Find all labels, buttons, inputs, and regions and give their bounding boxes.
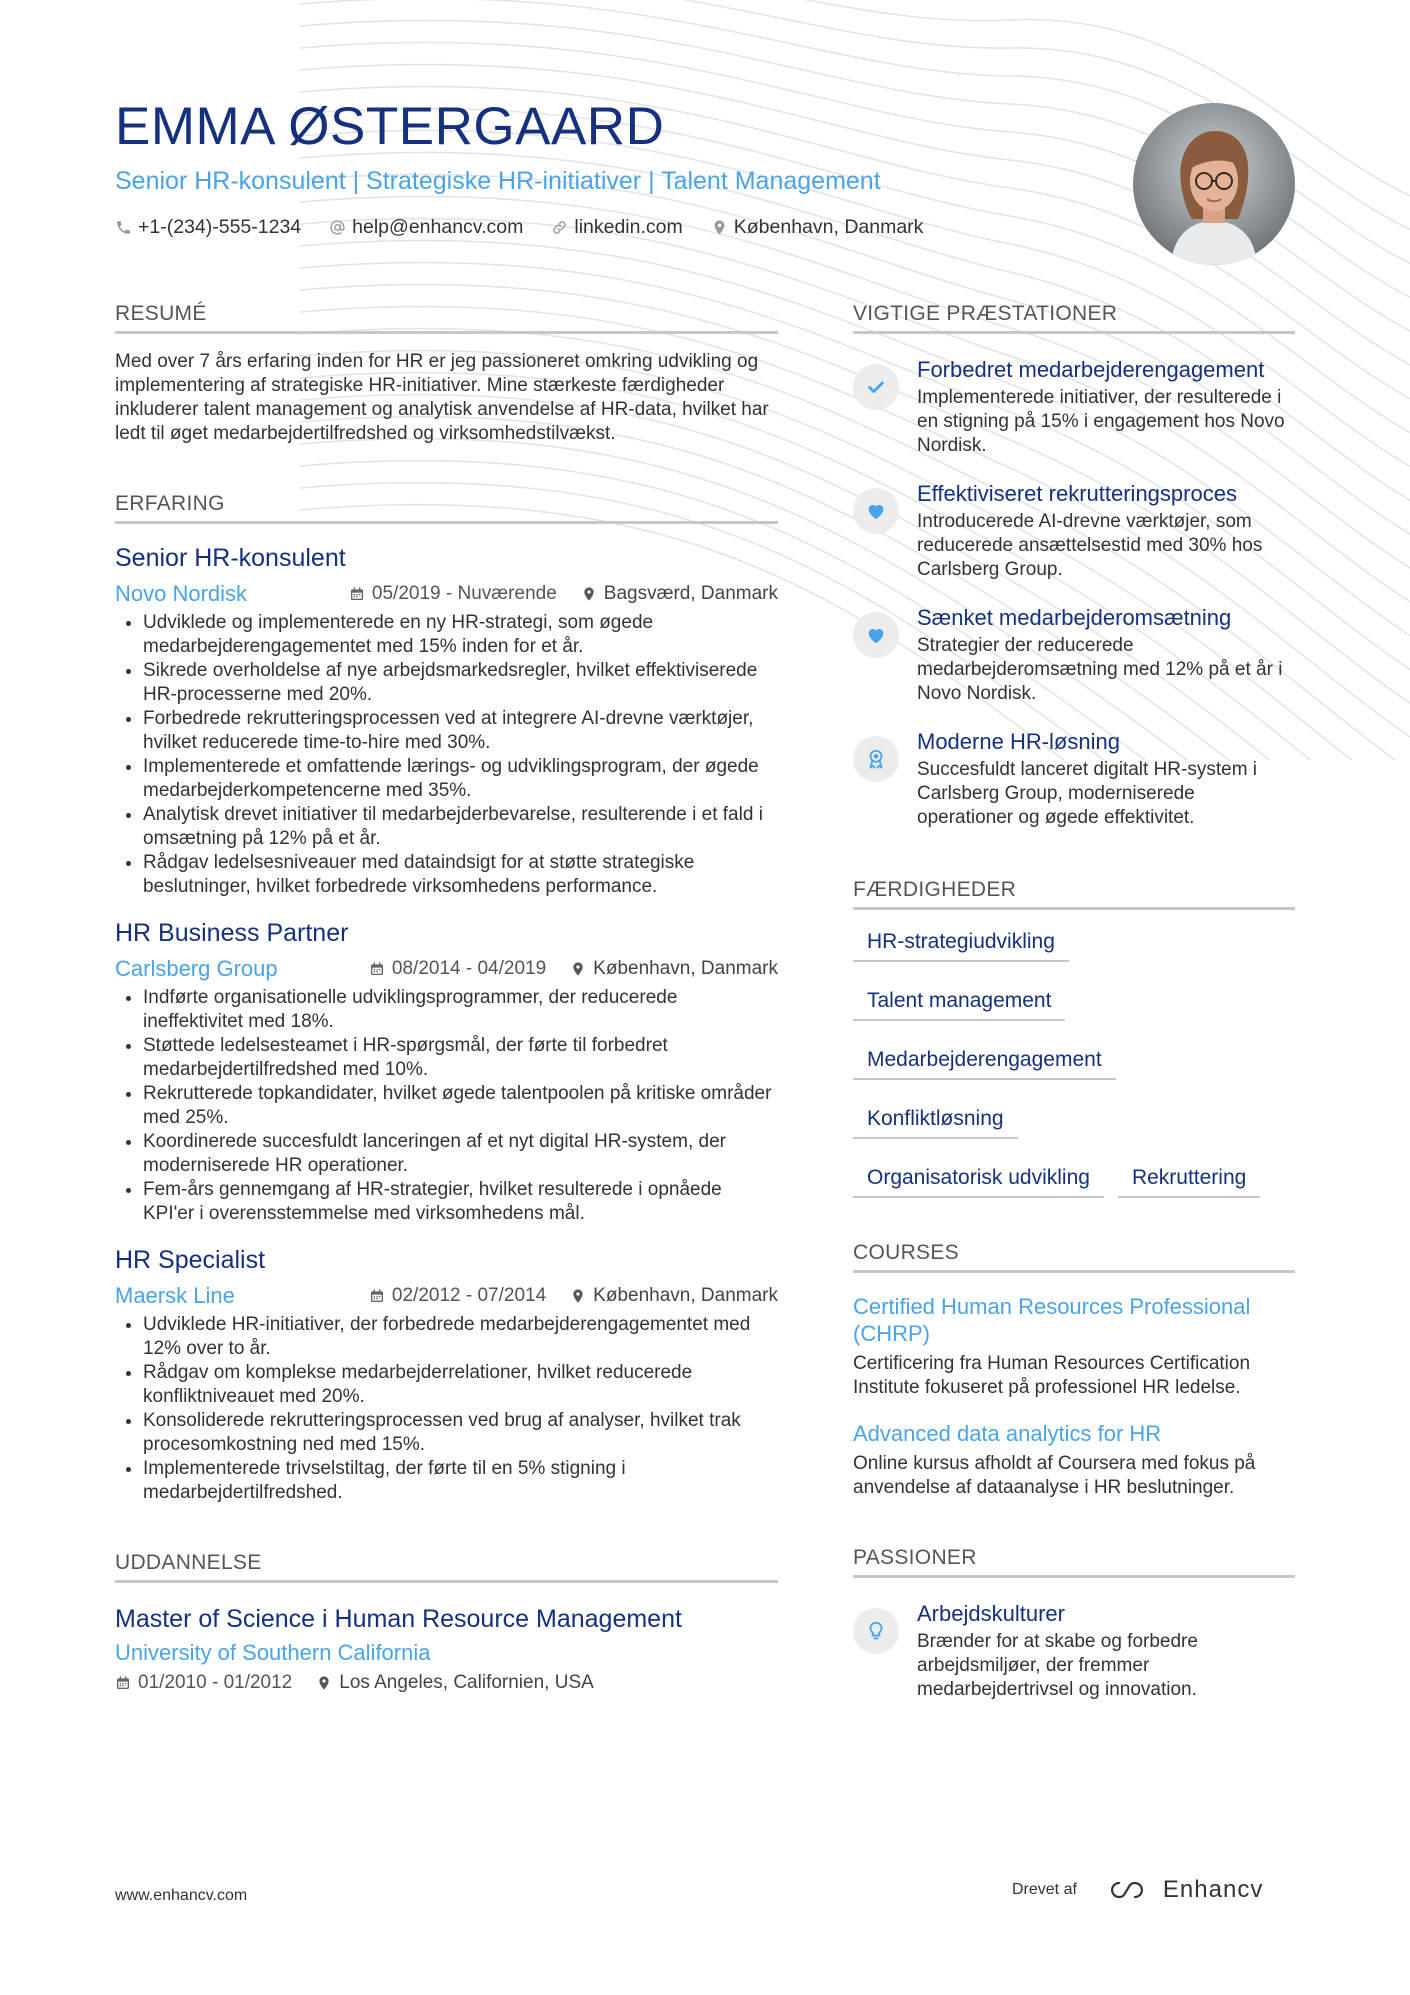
company-name: Novo Nordisk — [115, 581, 248, 606]
brand-name: Enhancv — [1162, 1876, 1264, 1903]
bullet: • Udviklede og implementerede en ny HR-strategi, som øgede medarbejderengagementet med 15% inden for et år. — [143, 611, 778, 659]
calendar-icon — [369, 961, 385, 977]
course-title: Advanced data analytics for HR — [853, 1421, 1162, 1446]
skill-tag: Rekruttering — [1118, 1158, 1260, 1198]
location-pin-icon — [581, 586, 597, 602]
check-icon — [865, 376, 887, 398]
bullet: • Udviklede HR-initiativer, der forbedrede medarbejderengagementet med 12% over to år. — [143, 1313, 778, 1361]
job-dates: 05/2019 - Nuværende — [349, 583, 557, 605]
summary-text: Med over 7 års erfaring inden for HR er jeg passioneret omkring udvikling og implementering af strategiske HR-initiativer. Mine stærkeste færdigheder inkluderer talent management og analytisk anvendelse af HR-data, hvilket har ledt til øget medarbejdertilfredshed og virksomhedstilvækst. — [115, 351, 769, 444]
passions-heading: PASSIONER — [853, 1546, 1295, 1578]
achievement-desc: Succesfuldt lanceret digitalt HR-system i Carlsberg Group, moderniserede operationer og øgede effektivitet. — [917, 759, 1258, 828]
footer-website[interactable]: www.enhancv.com — [115, 1887, 248, 1904]
profile-photo — [1133, 103, 1295, 265]
achievements-section — [853, 302, 1295, 830]
skills-heading: FÆRDIGHEDER — [853, 878, 1295, 910]
achievement-desc: Strategier der reducerede medarbejderomsætning med 12% på et år i Novo Nordisk. — [917, 635, 1283, 704]
bullet: • Analytisk drevet initiativer til medarbejderbevarelse, resulterende i et fald i omsætning på 12% på et år. — [143, 803, 778, 851]
job-meta — [115, 1283, 778, 1309]
bullet: • Støttede ledelsesteamet i HR-spørgsmål, der førte til forbedret medarbejdertilfredshed med 10%. — [143, 1034, 778, 1082]
calendar-icon — [369, 1288, 385, 1304]
education-location: Los Angeles, Californien, USA — [316, 1672, 594, 1694]
bullet: • Indførte organisationelle udviklingsprogrammer, der reducerede ineffektivitet med 18%. — [143, 986, 778, 1034]
bullet: • Rådgav om komplekse medarbejderrelationer, hvilket reducerede konfliktniveauet med 20%. — [143, 1361, 778, 1409]
skills-list — [853, 922, 1295, 1217]
job-meta — [115, 581, 778, 607]
course-item — [853, 1293, 1295, 1400]
job-dates: 02/2012 - 07/2014 — [369, 1285, 546, 1307]
job-dates: 08/2014 - 04/2019 — [369, 958, 546, 980]
experience-section — [115, 492, 778, 1505]
contact-linkedin[interactable] — [551, 216, 682, 239]
bullet: • Fem-års gennemgang af HR-strategier, hvilket resulterede i opnåede KPI'er i overensstemmelse med virksomhedens mål. — [143, 1178, 778, 1226]
linkedin-text: linkedin.com — [574, 216, 683, 238]
resume-header — [115, 97, 1015, 239]
school-name: University of Southern California — [115, 1640, 431, 1665]
achievement-desc: Introducerede AI-drevne værktøjer, som reducerede ansættelsestid med 30% hos Carlsberg Group. — [917, 511, 1263, 580]
location-pin-icon — [711, 219, 728, 236]
job-entry — [115, 919, 778, 1226]
passion-item — [853, 1600, 1295, 1702]
contact-location — [711, 216, 924, 239]
skills-section — [853, 878, 1295, 1217]
job-location: Bagsværd, Danmark — [581, 583, 778, 605]
passions-section — [853, 1546, 1295, 1702]
achievement-title: Moderne HR-løsning — [917, 729, 1120, 754]
course-desc: Online kursus afholdt af Coursera med fokus på anvendelse af dataanalyse i HR beslutninger. — [853, 1453, 1256, 1498]
infinity-logo-icon — [1107, 1878, 1153, 1902]
email-text: help@enhancv.com — [352, 216, 524, 238]
link-icon — [551, 219, 568, 236]
bullet: • Konsoliderede rekrutteringsprocessen ved brug af analyser, hvilket trak procesomkostning ned med 15%. — [143, 1409, 778, 1457]
lightbulb-icon — [865, 1620, 887, 1642]
bullet: • Forbedrede rekrutteringsprocessen ved at integrere AI-drevne værktøjer, hvilket reducerede time-to-hire med 30%. — [143, 707, 778, 755]
at-icon — [329, 219, 346, 236]
education-dates: 01/2010 - 01/2012 — [115, 1672, 292, 1694]
heart-icon — [865, 500, 887, 522]
job-bullets — [115, 986, 778, 1226]
location-pin-icon — [570, 1288, 586, 1304]
skill-tag: Medarbejderengagement — [853, 1040, 1116, 1080]
achievement-item — [853, 604, 1295, 706]
experience-heading: ERFARING — [115, 492, 778, 524]
skill-tag: Organisatorisk udvikling — [853, 1158, 1104, 1198]
education-section — [115, 1551, 778, 1694]
passion-desc: Brænder for at skabe og forbedre arbejdsmiljøer, der fremmer medarbejdertrivsel og innovation. — [917, 1631, 1198, 1700]
bullet: • Rekrutterede topkandidater, hvilket øgede talentpoolen på kritiske områder med 25%. — [143, 1082, 778, 1130]
achievement-title: Sænket medarbejderomsætning — [917, 605, 1232, 630]
course-title: Certified Human Resources Professional (CHRP) — [853, 1294, 1251, 1346]
candidate-name: EMMA ØSTERGAARD — [115, 97, 665, 156]
education-heading: UDDANNELSE — [115, 1551, 778, 1583]
job-location: København, Danmark — [570, 958, 778, 980]
skill-tag: HR-strategiudvikling — [853, 922, 1069, 962]
job-title: HR Business Partner — [115, 919, 349, 947]
achievements-heading: VIGTIGE PRÆSTATIONER — [853, 302, 1295, 334]
job-location: København, Danmark — [570, 1285, 778, 1307]
education-entry — [115, 1605, 778, 1694]
job-entry — [115, 1246, 778, 1505]
achievement-desc: Implementerede initiativer, der resulterede i en stigning på 15% i engagement hos Novo Nordisk. — [917, 387, 1285, 456]
course-desc: Certificering fra Human Resources Certification Institute fokuseret på professionel HR ledelse. — [853, 1353, 1251, 1398]
job-title: Senior HR-konsulent — [115, 544, 346, 572]
left-column — [115, 302, 778, 1694]
summary-heading: RESUMÉ — [115, 302, 778, 334]
summary-section — [115, 302, 778, 446]
location-text: København, Danmark — [733, 216, 924, 238]
achievement-title: Effektiviseret rekrutteringsproces — [917, 481, 1237, 506]
job-entry — [115, 544, 778, 899]
right-column — [853, 302, 1295, 1702]
course-item — [853, 1420, 1295, 1500]
achievement-item — [853, 356, 1295, 458]
courses-heading: COURSES — [853, 1241, 1295, 1273]
calendar-icon — [349, 586, 365, 602]
company-name: Carlsberg Group — [115, 956, 278, 981]
courses-section — [853, 1241, 1295, 1500]
job-meta — [115, 956, 778, 982]
job-bullets — [115, 1313, 778, 1505]
calendar-icon — [115, 1675, 131, 1691]
degree-title: Master of Science i Human Resource Management — [115, 1605, 682, 1633]
skill-tag: Talent management — [853, 981, 1065, 1021]
location-pin-icon — [570, 961, 586, 977]
phone-icon — [115, 219, 132, 236]
achievement-title: Forbedret medarbejderengagement — [917, 357, 1265, 382]
bullet: • Sikrede overholdelse af nye arbejdsmarkedsregler, hvilket effektiviserede HR-processerne med 20%. — [143, 659, 778, 707]
contact-phone[interactable] — [115, 216, 301, 239]
job-title: HR Specialist — [115, 1246, 266, 1274]
contact-email[interactable] — [329, 216, 523, 239]
heart-icon — [865, 624, 887, 646]
location-pin-icon — [316, 1675, 332, 1691]
company-name: Maersk Line — [115, 1283, 235, 1308]
job-bullets — [115, 611, 778, 899]
award-icon — [865, 748, 887, 770]
footer-branding — [1012, 1876, 1263, 1904]
bullet: • Koordinerede succesfuldt lanceringen af et nyt digital HR-system, der moderniserede HR operationer. — [143, 1130, 778, 1178]
passion-title: Arbejdskulturer — [917, 1601, 1065, 1626]
powered-by-label: Drevet af — [1012, 1881, 1077, 1898]
achievement-item — [853, 728, 1295, 830]
phone-text: +1-(234)-555-1234 — [138, 216, 302, 238]
brand-logo[interactable] — [1107, 1876, 1263, 1904]
headline: Senior HR-konsulent | Strategiske HR-initiativer | Talent Management — [115, 167, 881, 195]
bullet: • Implementerede et omfattende lærings- og udviklingsprogram, der øgede medarbejderkompetencerne med 35%. — [143, 755, 778, 803]
bullet: • Implementerede trivselstiltag, der førte til en 5% stigning i medarbejdertilfredshed. — [143, 1457, 778, 1505]
achievement-item — [853, 480, 1295, 582]
contact-bar — [115, 216, 1015, 239]
skill-tag: Konfliktløsning — [853, 1099, 1018, 1139]
bullet: • Rådgav ledelsesniveauer med dataindsigt for at støtte strategiske beslutninger, hvilket forbedrede virksomhedens performance. — [143, 851, 778, 899]
